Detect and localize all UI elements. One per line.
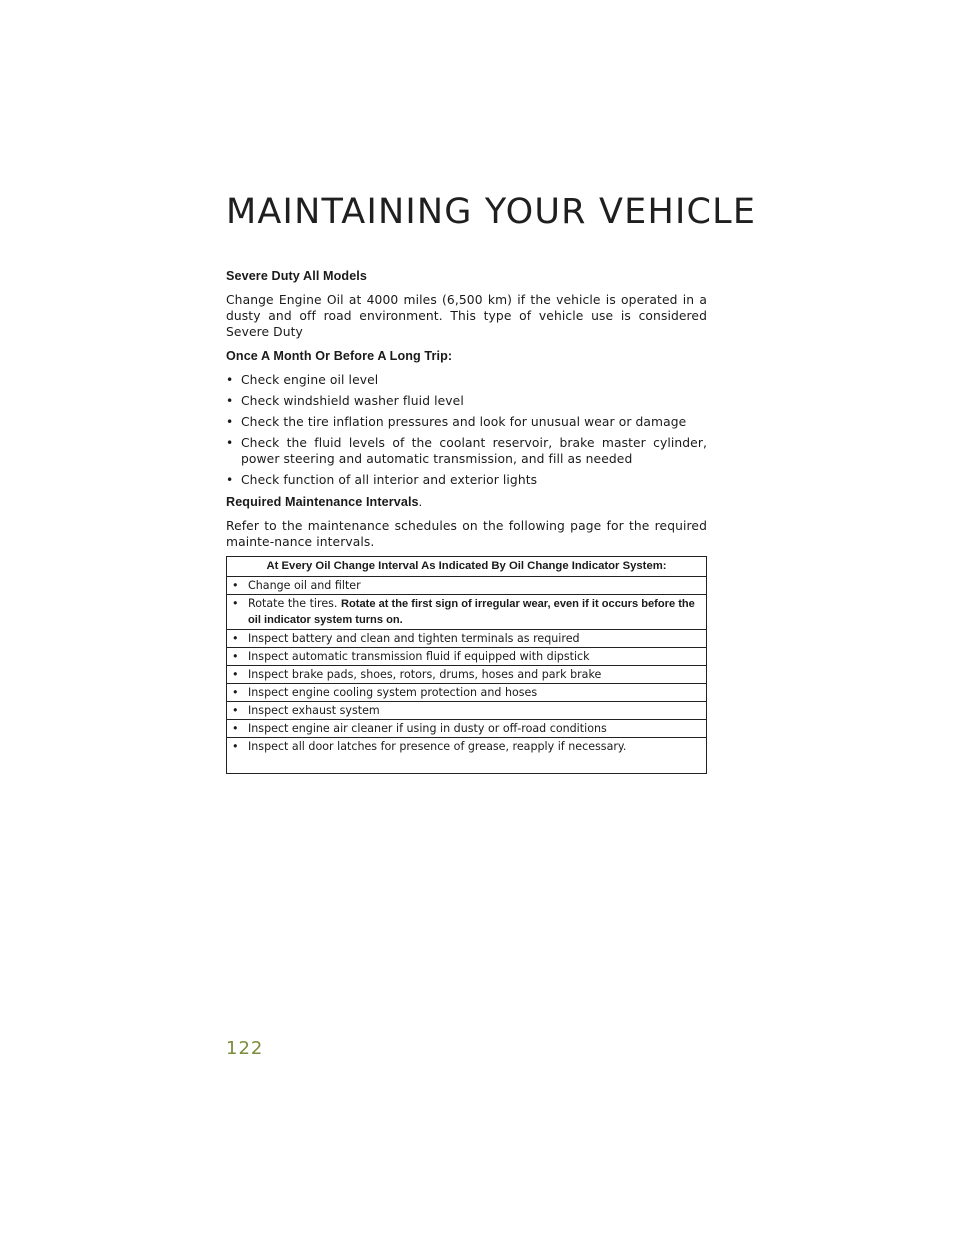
page-number: 122 <box>226 1038 264 1059</box>
list-item-text: Check function of all interior and exterior lights <box>241 473 538 487</box>
table-cell-text: Inspect all door latches for presence of grease, reapply if necessary. <box>248 740 627 753</box>
page-content <box>226 268 707 774</box>
severe-duty-heading: Severe Duty All Models <box>226 269 368 283</box>
bullet-icon: • <box>232 686 239 699</box>
list-item <box>226 393 707 409</box>
list-item <box>226 435 707 467</box>
table-row <box>227 577 707 595</box>
bullet-icon: • <box>232 597 239 610</box>
bullet-icon: • <box>232 722 239 735</box>
list-item-text: Check engine oil level <box>241 373 379 387</box>
table-cell-text: Inspect engine air cleaner if using in dusty or off-road conditions <box>248 722 607 735</box>
list-item-text: Check windshield washer fluid level <box>241 394 464 408</box>
required-intervals-heading <box>226 494 707 510</box>
bullet-icon: • <box>226 373 234 387</box>
list-item-text: Check the fluid levels of the coolant reservoir, brake master cylinder, power steering and automatic transmission, and fill as needed <box>241 436 707 466</box>
table-cell-bold-text: Rotate at the first sign of irregular wear, even if it occurs before the oil indicator system turns on. <box>248 598 695 626</box>
required-intervals-heading-text: Required Maintenance Intervals <box>226 495 419 509</box>
table-row <box>227 595 707 630</box>
oil-change-interval-table <box>226 556 707 774</box>
list-item <box>226 372 707 388</box>
table-header-row <box>227 557 707 577</box>
required-intervals-text: Refer to the maintenance schedules on the following page for the required mainte-nance intervals. <box>226 519 707 549</box>
list-item <box>226 414 707 430</box>
table-cell-text: Inspect brake pads, shoes, rotors, drums, hoses and park brake <box>248 668 602 681</box>
bullet-icon: • <box>232 650 239 663</box>
monthly-check-heading: Once A Month Or Before A Long Trip: <box>226 349 453 363</box>
table-cell-text: Inspect engine cooling system protection and hoses <box>248 686 538 699</box>
section-title: MAINTAINING YOUR VEHICLE <box>226 192 757 232</box>
monthly-check-list <box>226 372 707 488</box>
bullet-icon: • <box>232 668 239 681</box>
bullet-icon: • <box>226 436 234 450</box>
bullet-icon: • <box>232 704 239 717</box>
bullet-icon: • <box>226 415 234 429</box>
table-row <box>227 666 707 684</box>
table-row <box>227 648 707 666</box>
severe-duty-text: Change Engine Oil at 4000 miles (6,500 km) if the vehicle is operated in a dusty and off road environment. This type of vehicle use is considered Severe Duty <box>226 293 707 339</box>
table-row <box>227 702 707 720</box>
list-item <box>226 472 707 488</box>
bullet-icon: • <box>232 740 239 753</box>
table-cell-text: Inspect automatic transmission fluid if equipped with dipstick <box>248 650 590 663</box>
table-row <box>227 720 707 738</box>
bullet-icon: • <box>232 632 239 645</box>
bullet-icon: • <box>226 473 234 487</box>
table-cell-text: Rotate the tires. <box>248 597 338 610</box>
table-row <box>227 630 707 648</box>
table-row <box>227 738 707 774</box>
table-cell-text: Inspect battery and clean and tighten terminals as required <box>248 632 580 645</box>
required-intervals-heading-suffix: . <box>418 495 423 509</box>
bullet-icon: • <box>226 394 234 408</box>
table-cell-text: Inspect exhaust system <box>248 704 380 717</box>
table-header: At Every Oil Change Interval As Indicated By Oil Change Indicator System: <box>227 557 707 577</box>
table-cell-text: Change oil and filter <box>248 579 361 592</box>
table-row <box>227 684 707 702</box>
bullet-icon: • <box>232 579 239 592</box>
list-item-text: Check the tire inflation pressures and look for unusual wear or damage <box>241 415 687 429</box>
